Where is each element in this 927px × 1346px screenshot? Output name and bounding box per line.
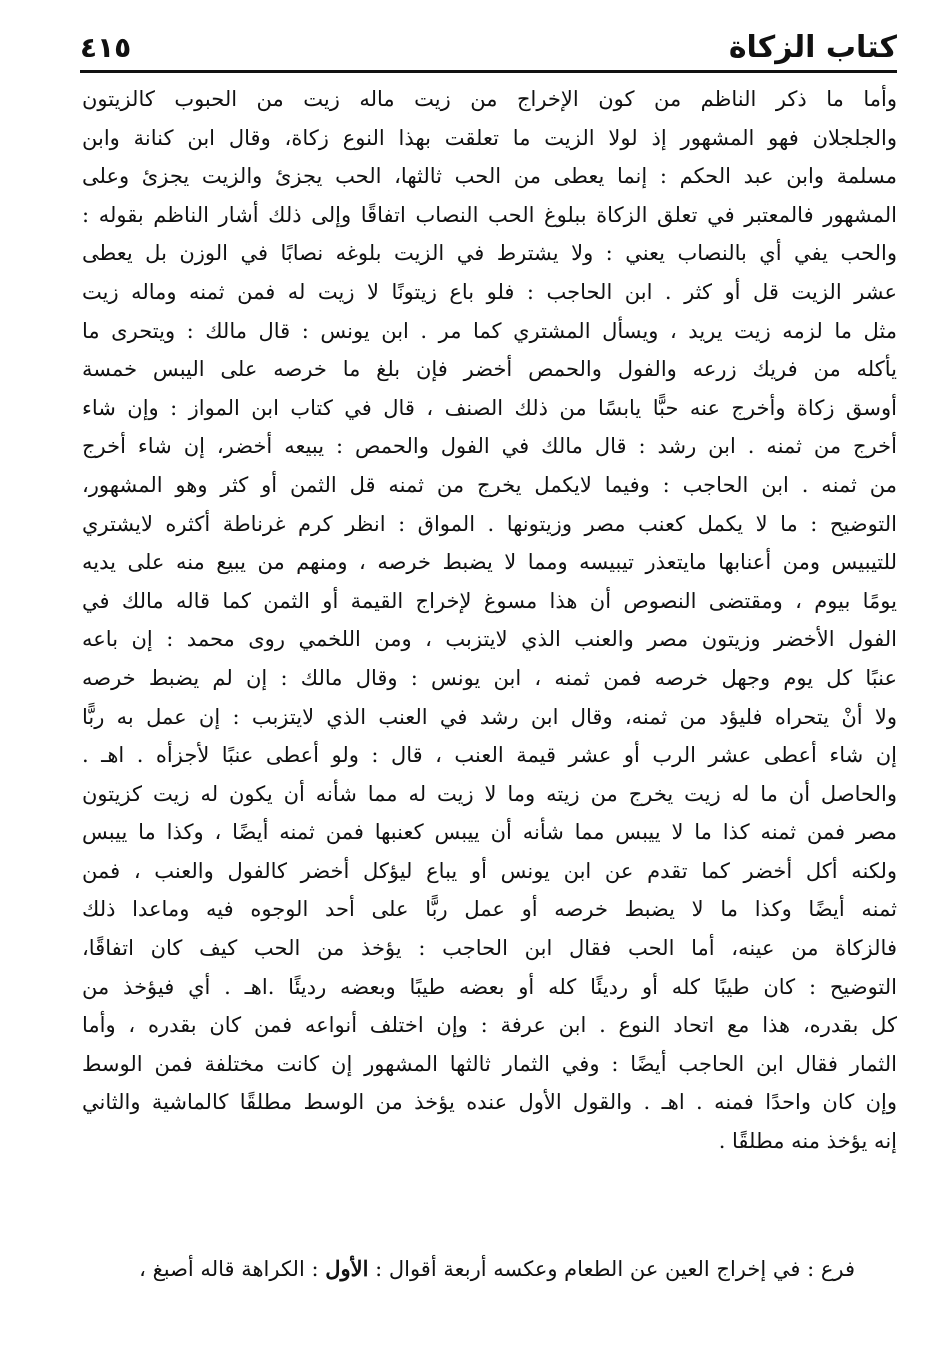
page-header: [80, 30, 897, 70]
text-line: للتيبيس ومن أعنابها مايتعذر تيبيسه ومما لا يضبط خرصه ، ومنهم من يبيع منه على يديه: [82, 550, 897, 575]
text-line: أوسق زكاة وأخرج عنه حبًّا يابسًا من ذلك الصنف ، قال في كتاب ابن المواز : وإن شاء: [82, 395, 897, 420]
text-line: فالزكاة من عينه، أما الحب فقال ابن الحاجب : يؤخذ من الحب كيف كان اتفاقًا،: [82, 936, 897, 961]
footnote-bold-word: الأول: [325, 1256, 369, 1281]
text-line: من ثمنه . ابن الحاجب : وفيما لايكمل يخرج من ثمنه قل الثمن أو كثر وهو المشهور،: [82, 472, 897, 497]
page-number: ٤١٥: [80, 31, 132, 64]
footnote-suffix: : الكراهة قاله أصبغ ،: [139, 1257, 326, 1281]
text-line: والحب يفي أي بالنصاب يعني : ولا يشترط في الزيت بلوغه نصابًا في الوزن بل يعطى: [82, 241, 897, 266]
text-line: والجلجلان فهو المشهور إذ لولا الزيت ما تعلقت بهذا النوع زكاة، وقال ابن كنانة وابن: [82, 125, 897, 150]
text-line: يومًا بيوم ، ومقتضى النصوص أن هذا مسوغ لإخراج القيمة أو الثمن كما قاله مالك في: [82, 588, 897, 613]
text-line: الفول الأخضر وزيتون مصر والعنب الذي لايتزبب ، ومن اللخمي روى محمد : إن باعه: [82, 627, 897, 652]
text-line: مثل ما لزمه زيت يريد ، ويسأل المشتري كما مر . ابن يونس : قال مالك : ويتحرى ما: [82, 318, 897, 343]
text-line: التوضيح : ما لا يكمل كعنب مصر وزيتونها . المواق : انظر كرم غرناطة أكثره لايشتري: [82, 511, 897, 536]
text-line: عشر الزيت قل أو كثر . ابن الحاجب : فلو باع زيتونًا لا زيت له فمن ثمنه وماله زيت: [82, 279, 897, 304]
text-line: ولا أنْ يتحراه فليؤد من ثمنه، وقال ابن رشد في العنب الذي لايتزبب : إن عمل به ربًّا: [82, 704, 897, 729]
text-line: ولكنه أكل أخضر كما تقدم عن ابن يونس أو يباع ليؤكل أخضر كالفول والعنب ، فمن: [82, 858, 897, 883]
text-line: كل بقدره، هذا مع اتحاد النوع . ابن عرفة : وإن اختلف أنواعه فمن كان بقدره ، وأما: [82, 1013, 897, 1038]
text-line: يأكله من فريك زرعه والفول والحمص أخضر فإن بلغ ما خرصه على اليبس خمسة: [82, 357, 897, 382]
header-divider: [80, 70, 897, 73]
text-line: المشهور فالمعتبر في تعلق الزكاة ببلوغ الحب النصاب اتفاقًا وإلى ذلك أشار الناظم بقوله :: [82, 202, 897, 227]
text-line: مصر فمن ثمنه كذا ما لا ييبس مما شأنه أن ييبس كعنبها فمن ثمنه أيضًا ، وكذا ما ييبس: [82, 820, 897, 845]
running-title: كتاب الزكاة: [728, 30, 897, 65]
text-line: أخرج من ثمنه . ابن رشد : قال مالك في الفول والحمص : يبيعه أخضر، إن شاء أخرج: [82, 434, 897, 459]
text-line: مسلمة وابن عبد الحكم : إنما يعطى من الحب ثالثها، الحب يجزئ والزيت يجزئ وعلى: [82, 164, 897, 189]
text-line: التوضيح : كان طيبًا كله أو رديئًا كله أو بعضه طيبًا وبعضه رديئًا .اهـ . أي فيؤخذ من: [82, 974, 897, 999]
footnote-prefix: فرع : في إخراج العين عن الطعام وعكسه أربعة أقوال :: [368, 1257, 855, 1281]
main-text: [82, 80, 897, 1161]
text-line: عنبًا كل يوم وجهل خرصه فمن ثمنه ، ابن يونس : وقال مالك : إن لم يضبط خرصه: [82, 665, 897, 690]
text-line: والحاصل أن ما له زيت يخرج من زيته وما لا زيت له مما شأنه أن يكون له زيت كزيتون: [82, 781, 897, 806]
text-line: إن شاء أعطى عشر الرب أو عشر قيمة العنب ، قال : ولو أعطى عنبًا لأجزأه . اهـ .: [82, 743, 897, 768]
text-line: وإن كان واحدًا فمنه . اهـ . والقول الأول عنده يؤخذ من الوسط مطلقًا كالماشية والثاني: [82, 1090, 897, 1115]
text-line: الثمار فقال ابن الحاجب أيضًا : وفي الثمار ثالثها المشهور إن كانت مختلفة فمن الوسط: [82, 1051, 897, 1076]
text-line: ثمنه أيضًا وكذا ما لا يضبط خرصه أو عمل ربًّا على أحد الوجوه فيه وماعدا ذلك: [82, 897, 897, 922]
footnote: [82, 1250, 855, 1288]
text-line: وأما ما ذكر الناظم من كون الإخراج من زيت ماله زيت من الحبوب كالزيتون: [82, 87, 897, 111]
text-line-last: إنه يؤخذ منه مطلقًا .: [718, 1129, 897, 1154]
